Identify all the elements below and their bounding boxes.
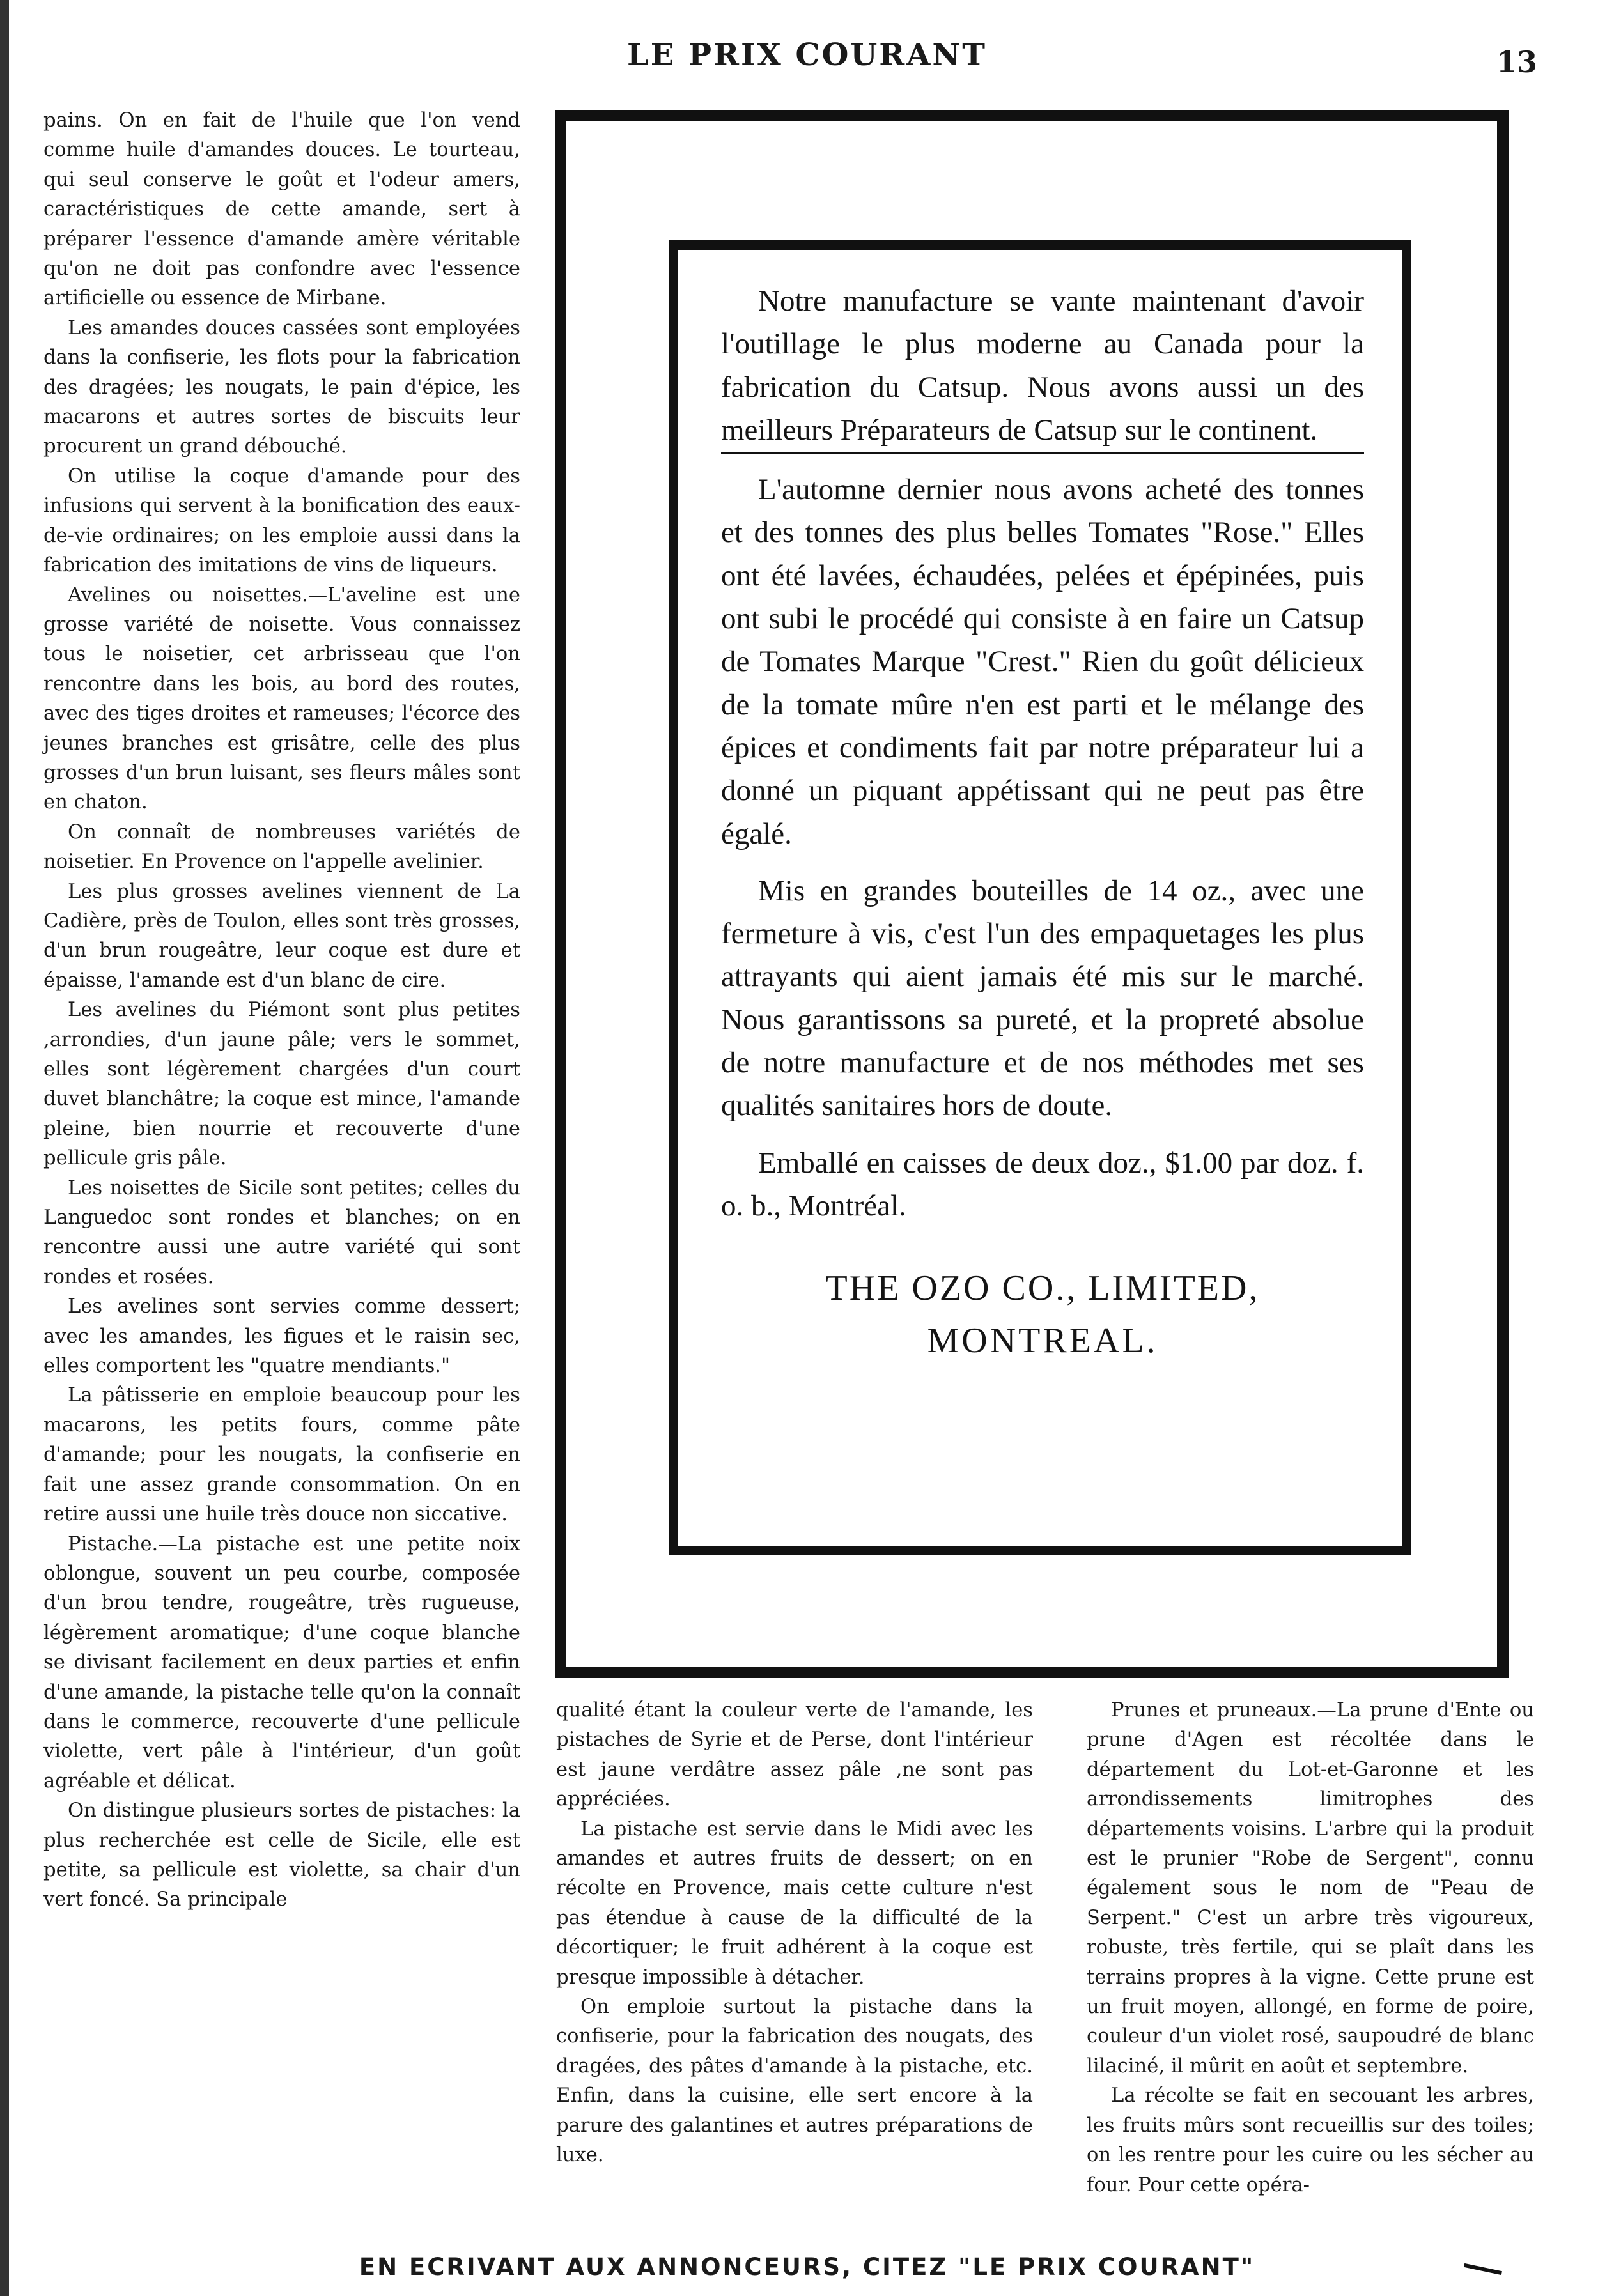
right-column xyxy=(1087,1696,1534,2200)
paragraph: La pâtisserie en emploie beaucoup pour les macarons, les petits fours, comme pâte d'amande; pour les nougats, la confiserie en fait une assez grande consommation. On en retire aussi une huile très douce non siccative. xyxy=(43,1384,520,1526)
paragraph: pains. On en fait de l'huile que l'on vend comme huile d'amandes douces. Le tourteau, qui seul conserve le goût et l'odeur amers, caractéristiques de cette amande, sert à préparer l'essence d'amande amère véritable qu'on ne doit pas confondre avec l'essence artificielle ou essence de Mirbane. xyxy=(43,109,520,310)
paragraph: Prunes et pruneaux.—La prune d'Ente ou prune d'Agen est récoltée dans le département du Lot-et-Garonne et les arrondissements limitrophes des départements voisins. L'arbre qui la produit est le prunier "Robe de Sergent", connu également sous le nom de "Peau de Serpent." C'est un arbre très vigoureux, robuste, très fertile, qui se plaît dans les terrains propres à la vigne. Cette prune est un fruit moyen, allongé, en forme de poire, couleur d'un violet rosé, saupoudré de blanc lilaciné, il mûrit en août et septembre. xyxy=(1087,1699,1534,2077)
ad-body-2: Mis en grandes bouteilles de 14 oz., avec une fermeture à vis, c'est l'un des empaquetages les plus attrayants qui aient jamais été mis sur le marché. Nous garantissons sa pureté, et la propreté absolue de notre manufacture et de nos méthodes met ses qualités sanitaires hors de doute. xyxy=(721,874,1364,1123)
paragraph: On distingue plusieurs sortes de pistaches: la plus recherchée est celle de Sicile, elle est petite, sa pellicule est violette, sa chair d'un vert foncé. Sa principale xyxy=(43,1799,520,1911)
paragraph: On connaît de nombreuses variétés de noisetier. En Provence on l'appelle avelinier. xyxy=(43,821,520,874)
paragraph: Les avelines du Piémont sont plus petites ,arrondies, d'un jaune pâle; vers le sommet, elles sont légèrement chargées d'un court duvet blanchâtre; la coque est mince, l'amande pleine, bien nourrie et recouverte d'une pellicule gris pâle. xyxy=(43,999,520,1170)
middle-column xyxy=(556,1696,1033,2171)
ad-intro: Notre manufacture se vante maintenant d'avoir l'outillage le plus moderne au Canada pour la fabrication du Catsup. Nous avons aussi un des meilleurs Préparateurs de Catsup sur le continent. xyxy=(721,284,1364,447)
ad-company-city: MONTREAL. xyxy=(927,1321,1158,1361)
ad-body-3: Emballé en caisses de deux doz., $1.00 par doz. f. o. b., Montréal. xyxy=(721,1146,1364,1222)
advertisement xyxy=(721,280,1364,1367)
paragraph: qualité étant la couleur verte de l'amande, les pistaches de Syrie et de Perse, dont l'intérieur est jaune verdâtre assez pâle ,ne sont pas appréciées. xyxy=(556,1699,1033,1811)
paragraph: On utilise la coque d'amande pour des infusions qui servent à la bonification des eaux-de-vie ordinaires; on les emploie aussi dans la fabrication des imitations de vins de liqueurs. xyxy=(43,465,520,577)
page-title: LE PRIX COURANT xyxy=(626,37,988,73)
paragraph: La récolte se fait en secouant les arbres, les fruits mûrs sont recueillis sur des toiles; on les rentre pour les cuire ou les sécher au four. Pour cette opéra- xyxy=(1087,2084,1534,2196)
paragraph: Les noisettes de Sicile sont petites; celles du Languedoc sont rondes et blanches; on en rencontre aussi une autre variété qui sont rondes et rosées. xyxy=(43,1176,520,1288)
ad-body-1: L'automne dernier nous avons acheté des tonnes et des tonnes des plus belles Tomates "Rose." Elles ont été lavées, échaudées, pelées et épépinées, puis ont subi le procédé qui consiste à en faire un Catsup de Tomates Marque "Crest." Rien du goût délicieux de la tomate mûre n'en est parti et le mélange des épices et condiments fait par notre préparateur lui a donné un piquant appétissant qui ne peut pas être égalé. xyxy=(721,473,1364,851)
left-column xyxy=(43,106,520,1915)
scan-edge xyxy=(0,0,9,2296)
page-number: 13 xyxy=(1496,45,1537,79)
paragraph: La pistache est servie dans le Midi avec les amandes et autres fruits de dessert; on en récolte en Provence, mais cette culture n'est pas étendue à cause de la difficulté de la décortiquer; le fruit adhérent à la coque est presque impossible à détacher. xyxy=(556,1817,1033,1989)
paragraph: Avelines ou noisettes.—L'aveline est une grosse variété de noisette. Vous connaissez tous le noisetier, cet arbrisseau que l'on rencontre dans les bois, au bord des routes, avec des tiges droites et rameuses; l'écorce des jeunes branches est grisâtre, celle des plus grosses d'un brun luisant, ses fleurs mâles sont en chaton. xyxy=(43,583,520,814)
paragraph: Pistache.—La pistache est une petite noix oblongue, souvent un peu courbe, composée d'un brou tendre, rougeâtre, très rugueuse, légèrement aromatique; d'une coque blanche se divisant facilement en deux parties et enfin d'une amande, la pistache telle qu'on la connaît dans le commerce, recouverte d'une pellicule violette, vert pâle à l'intérieur, d'un goût agréable et délicat. xyxy=(43,1532,520,1792)
ad-company-name: THE OZO CO., LIMITED, xyxy=(825,1268,1260,1309)
footer-notice: EN ECRIVANT AUX ANNONCEURS, CITEZ "LE PRIX COURANT" xyxy=(359,2253,1255,2281)
paragraph: Les amandes douces cassées sont employées dans la confiserie, les flots pour la fabrication des dragées; les nougats, le pain d'épice, les macarons et autres sortes de biscuits leur procurent un grand débouché. xyxy=(43,316,520,458)
paragraph: Les avelines sont servies comme dessert; avec les amandes, les figues et le raisin sec, elles comportent les "quatre mendiants." xyxy=(43,1295,520,1378)
paragraph: Les plus grosses avelines viennent de La Cadière, près de Toulon, elles sont très grosses, d'un brun rougeâtre, leur coque est dure et épaisse, l'amande est d'un blanc de cire. xyxy=(43,880,520,992)
paragraph: On emploie surtout la pistache dans la confiserie, pour la fabrication des nougats, des dragées, des pâtes d'amande à la pistache, etc. Enfin, dans la cuisine, elle sert encore à la parure des galantines et autres préparations de luxe. xyxy=(556,1996,1033,2167)
